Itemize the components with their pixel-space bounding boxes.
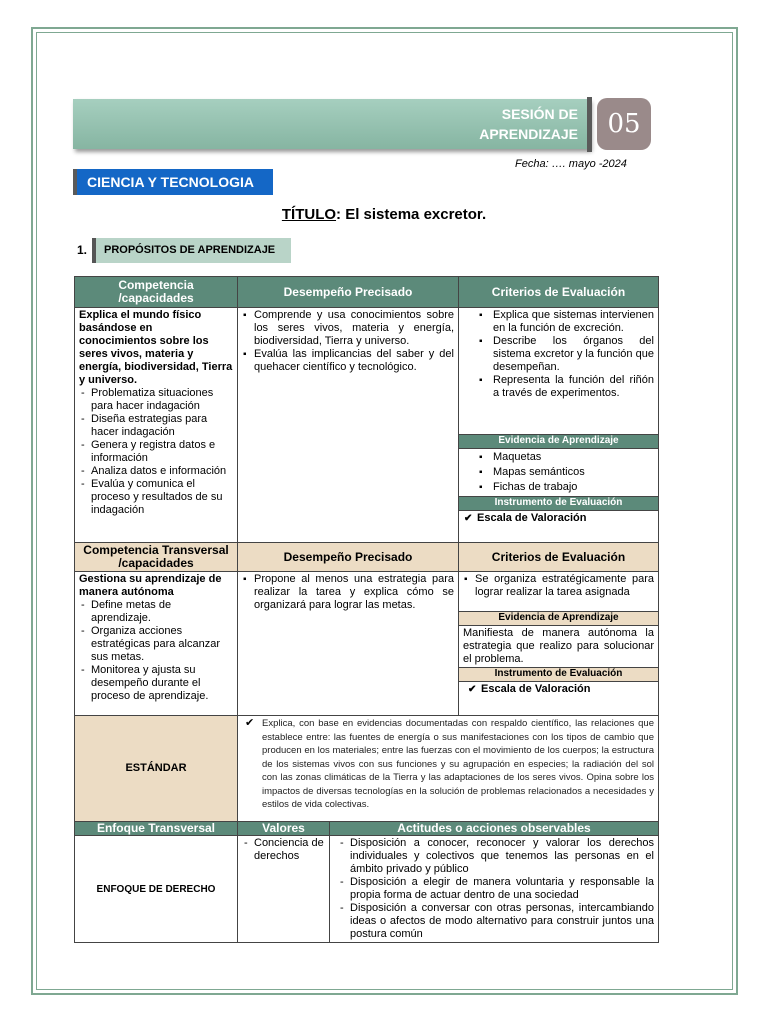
- capacidad-item: - Genera y registra datos e información: [79, 439, 233, 465]
- session-banner: [73, 99, 590, 149]
- header-enfoque: Enfoque Transversal: [75, 822, 238, 836]
- evidencia-item: ▪ Maquetas: [463, 450, 654, 465]
- title-text: : El sistema excretor.: [336, 206, 487, 223]
- criterio-item: ▪ Se organiza estratégicamente para lograr realizar la tarea asignada: [463, 573, 654, 599]
- evidencia-2-cell: Manifiesta de manera autónoma la estrategia que realizo para solucionar el problema.: [459, 626, 659, 668]
- instrumento-2-cell: [459, 682, 659, 716]
- actitud-item: - Disposición a elegir de manera voluntaria y responsable la propia forma de actuar dentro de una sociedad: [338, 876, 654, 902]
- estandar-text: ✔ Explica, con base en evidencias documentadas con respaldo científico, las relaciones que establece entre: las fuentes de energía o sus manifestaciones con los tipos de cambio que producen en los materiales; entre las fuerzas con el movimiento de los cuerpos; la estructura de los sistemas vivos con sus funciones y su agrupación en especies; la radiación del sol con las zonas climáticas de la Tierra y las adaptaciones de los seres vivos. Opina sobre los impactos de diversas tecnologías en la solución de problemas relacionados a necesidades y estilos de vida colectivas.: [242, 717, 654, 812]
- evidencia-item: ▪ Fichas de trabajo: [463, 480, 654, 495]
- header-criterios: Criterios de Evaluación: [459, 277, 659, 308]
- valor-item: - Conciencia de derechos: [242, 837, 325, 863]
- learning-purposes-table: [74, 276, 659, 943]
- capacidad-item: - Diseña estrategias para hacer indagación: [79, 413, 233, 439]
- criterio-item: ▪ Explica que sistemas intervienen en la función de excreción.: [463, 309, 654, 335]
- header-valores: Valores: [238, 822, 330, 836]
- capacidades-list: [79, 387, 233, 517]
- instrumento-cell: [459, 511, 659, 543]
- instrumento-value: ✔ Escala de Valoración: [463, 512, 654, 525]
- actitudes-cell: [330, 836, 659, 943]
- criterios-cell: [459, 308, 659, 435]
- valores-cell: [238, 836, 330, 943]
- desempeno-item: ▪ Comprende y usa conocimientos sobre los seres vivos, materia y energía, biodiversidad, Tierra y universo.: [242, 309, 454, 348]
- desempeno-2-cell: [238, 572, 459, 716]
- enfoque-name: ENFOQUE DE DERECHO: [75, 836, 238, 943]
- competencia-cell: [75, 308, 238, 543]
- header-competencia: Competencia /capacidades: [75, 277, 238, 308]
- evidencia-header: Evidencia de Aprendizaje: [459, 435, 659, 449]
- desempeno-cell: [238, 308, 459, 543]
- criterio-item: ▪ Representa la función del riñón a través de experimentos.: [463, 374, 654, 400]
- capacidad-item: - Evalúa y comunica el proceso y resultados de su indagación: [79, 478, 233, 517]
- criterios-list: [463, 309, 654, 400]
- competencia-transversal-title: Gestiona su aprendizaje de manera autónoma: [79, 573, 222, 598]
- desempeno-item: ▪ Propone al menos una estrategia para realizar la tarea y explica cómo se organizará para lograr las metas.: [242, 573, 454, 612]
- instrumento-header: Instrumento de Evaluación: [459, 497, 659, 511]
- actitud-item: - Disposición a conversar con otras personas, intercambiando ideas o afectos de modo alternativo para construir juntos una postura común: [338, 902, 654, 941]
- area-label-box: [73, 169, 273, 195]
- capacidades-transversal-list: [79, 599, 233, 703]
- competencia-title: Explica el mundo físico basándose en conocimientos sobre los seres vivos, materia y energía, biodiversidad, Tierra y universo.: [79, 309, 233, 386]
- competencia-transversal-cell: [75, 572, 238, 716]
- capacidad-item: - Problematiza situaciones para hacer indagación: [79, 387, 233, 413]
- header-competencia-transversal: Competencia Transversal /capacidades: [75, 543, 238, 572]
- desempeno-2-list: [242, 573, 454, 612]
- criterio-item: ▪ Describe los órganos del sistema excretor y la función que desempeñan.: [463, 335, 654, 374]
- desempenos-list: [242, 309, 454, 374]
- capacidad-item: - Organiza acciones estratégicas para alcanzar sus metas.: [79, 625, 233, 664]
- instrumento-2-value: ✔ Escala de Valoración: [467, 683, 654, 696]
- title-label: TÍTULO: [281, 206, 337, 223]
- capacidad-item: - Analiza datos e información: [79, 465, 233, 478]
- session-title-line1: SESIÓN DE: [501, 106, 578, 122]
- section-number: 1.: [77, 243, 88, 257]
- capacidad-item: - Define metas de aprendizaje.: [79, 599, 233, 625]
- session-title-line2: APRENDIZAJE: [479, 126, 578, 142]
- banner-divider: [587, 97, 592, 152]
- section-heading-box: [92, 238, 291, 263]
- evidencias-cell: [459, 449, 659, 497]
- capacidad-item: - Monitorea y ajusta su desempeño durante el proceso de aprendizaje.: [79, 664, 233, 703]
- estandar-label: ESTÁNDAR: [75, 716, 238, 822]
- actitudes-list: [334, 837, 654, 941]
- criterio-2-cell: [459, 572, 659, 612]
- evidencia-2-header: Evidencia de Aprendizaje: [459, 612, 659, 626]
- session-title: [0, 206, 768, 223]
- area-label: CIENCIA Y TECNOLOGIA: [87, 174, 254, 190]
- desempeno-item: ▪ Evalúa las implicancias del saber y del quehacer científico y tecnológico.: [242, 348, 454, 374]
- header-actitudes: Actitudes o acciones observables: [330, 822, 659, 836]
- header-desempeno-2: Desempeño Precisado: [238, 543, 459, 572]
- instrumento-2-header: Instrumento de Evaluación: [459, 668, 659, 682]
- header-desempeno: Desempeño Precisado: [238, 277, 459, 308]
- estandar-cell: [238, 716, 659, 822]
- valores-list: [242, 837, 325, 863]
- evidencias-list: [463, 450, 654, 495]
- session-date: Fecha: …. mayo -2024: [515, 158, 627, 170]
- criterio-2-list: [463, 573, 654, 599]
- actitud-item: - Disposición a conocer, reconocer y valorar los derechos individuales y colectivos que tenemos las personas en el ámbito privado y público: [338, 837, 654, 876]
- header-criterios-2: Criterios de Evaluación: [459, 543, 659, 572]
- evidencia-item: ▪ Mapas semánticos: [463, 465, 654, 480]
- section-heading: PROPÓSITOS DE APRENDIZAJE: [104, 244, 276, 256]
- session-number: 05: [597, 98, 651, 150]
